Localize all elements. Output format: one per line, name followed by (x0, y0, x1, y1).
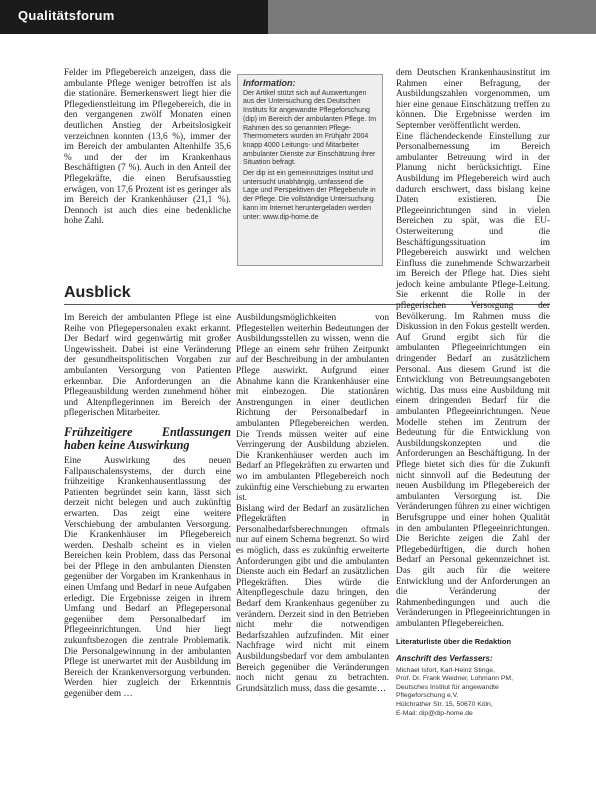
col3-paragraph-1: dem Deutschen Krankenhausinstitut im Rahmen einer Befragung, der Ausbildungszahlen vorgenommen, um hier eine genaue Einschätzung treffen zu können. Die Ergebnisse werden im September veröffentlicht werden. (396, 68, 550, 131)
column1-bottom (64, 313, 231, 700)
header-bar (0, 0, 596, 34)
col3-paragraph-2: Eine flächendeckende Einstellung zur Personalbemessung im Bereich ambulanter Betreuung wird in der Planung nicht berücksichtigt. Eine Ausbildung im Pflegebereich wird auch dadurch erschwert, dass bislang keine Daten existieren. Die Pflegeeinrichtungen sind in vielen Bereichen zu spät, was die EU-Osterweiterung und die Beschäftigungssituation im Pflegebereich auswirkt und welchen Einfluss die zunehmende Schwarzarbeit im Bereich der Pflege hat. Dies sieht jedoch keine ambulante Pflege-Leitung. Sie erkennt die Rolle in der pflegerischen Versorgung der Bevölkerung. Im Rahmen muss die Diskussion in den Fokus gestellt werden. Auf Grund ergibt sich für die ambulanten Pflegeeinrichtungen ein dringender Bedarf an zusätzlichem Personal. Aus diesem Grund ist die Entwicklung von Betreuungsangeboten wichtig. Das muss eine Ausbildung mit einem dringenden Bedarf für die ambulanten Pflegeeinrichtungen. Neue Modelle stehen im Zentrum der Bedeutung für die Entwicklung von Ausbildungskonzepten und die Anforderungen an Beschäftigung. In der Pflege bietet sich dies für die Zukunft nicht sinnvoll auf die Bedeutung der neuen Ausbildung im Pflegebereich der ambulanten Versorgung ist. Die Veränderungen führen zu einer wichtigen Berufsgruppe und einer hohen Qualität in den ambulanten Pflegeeinrichtungen. Die Berichte zeigen die Zahl der Pflegebedürftigen, die durch hohen Bedarf an Personal gekennzeichnet ist. Das gilt auch für die weitere Entwicklung und der Anforderungen an die Veränderung der Rahmenbedingungen und auch die Veränderungen in Pflegeeinrichtungen in ambulanten Pflegebereichen. (396, 131, 550, 629)
contact-line: Prof. Dr. Frank Weidner, Lohmann PM, (396, 675, 513, 683)
contact-line: Pflegeforschung e.V. (396, 692, 459, 700)
col2-paragraph-1: Ausbildungsmöglichkeiten von Pflegestellen weiterhin Bedeutungen der Ausbildungsstellen zu wissen, wenn die Pflege an einem sehr frühen Zeitpunkt auf der Beschreibung in der ambulanten Pflege auswirkt. Aufgrund einer Abnahme kann die Krankenhäuser eine mit einbezogen. Die stationären Anstrengungen in einer deutlichen Richtung der Personalbedarf in ambulanten Pflegebereichen werden. Die Trends müssen weiter auf eine Verringerung der Ausbildung abzielen. Die Krankenhäuser werden auch im Bedarf an Pflegekräften zu erwarten und wo im ambulanten Pflegebereich noch zukünftig eine Verschiebung zu erwarten ist. (236, 313, 389, 504)
information-title: Information: (243, 78, 296, 88)
information-paragraph-1: Der Artikel stützt sich auf Auswertungen aus der Untersuchung des Deutschen Instituts für angewandte Pflegeforschung (dip) im Bereich der ambulanten Pflege. Im Rahmen des so genannten Pflege-Thermometers wurden im Frühjahr 2004 knapp 4000 Leitungs- und Mitarbeiter ambulanter Dienste zur Einschätzung ihrer Situation befragt. (243, 89, 377, 167)
contact-line: Hülchrather Str. 15, 50670 Köln, (396, 701, 493, 709)
column2-bottom (236, 313, 389, 694)
section-heading-ausblick: Ausblick (64, 284, 131, 301)
column1-top (64, 68, 231, 227)
contact-line: Deutsches Institut für angewandte (396, 683, 499, 691)
header-gray-band (268, 0, 596, 34)
literature-note: Literaturliste über die Redaktion (396, 637, 512, 647)
contact-line: Michael Isfort, Karl-Heinz Stinge, (396, 666, 495, 674)
information-box (237, 74, 383, 266)
col2-paragraph-2: Bislang wird der Bedarf an zusätzlichen Pflegekräften in Personalbedarfsberechnungen oftmals nur auf einem Schema begrenzt. So wird es möglich, dass es zukünftig erweiterte Anforderungen gibt und die ambulanten Dienste auch ein Bedarf an zusätzlichen Pflegekräften. Dies würde die Altenpflegeschule dazu bringen, den Bedarf dem Krankenhaus gegenüber zu verändern. Derzeit sind in den Betrieben nicht mehr die notwendigen Bedarfszahlen aufzufinden. Mit einer Nachfrage wird nicht mit einem Ausbildungsbedarf vor dem ambulanten Bereich gegenüber die Veränderungen noch nicht genau zu betrachten. Grundsätzlich muss, dass die gesamte… (236, 503, 389, 694)
footer-block (396, 637, 550, 718)
information-paragraph-2: Der dip ist ein gemeinnütziges Institut und untersucht unabhängig, umfassend die Lage und Perspektiven der Pflegeberufe in der Pflege. Die vollständige Untersuchung kann im Internet heruntergeladen werden unter: www.dip-home.de (243, 170, 376, 221)
col1-top-paragraph: Felder im Pflegebereich anzeigen, dass die ambulante Pflege weniger betroffen ist als die stationäre. Bemerkenswert liegt hier die Pflegedienstleitung im Pflegebereich, die in den vergangenen zwölf Monaten einen deutlichen Anstieg der Arbeitslosigkeit verzeichnen konnten (13,6 %), immer der im Bereich der ambulanten Altenhilfe 35,6 % und der der im Krankenhaus Beschäftigten (7 %). Auch in den Anteil der Pflegekräfte, die einen Berufsausstieg erwägen, von 17,6 Prozent ist es geringer als im Bereich der Krankenhäuser (21,1 %). Dennoch ist auch dies eine bedenkliche hohe Zahl. (64, 68, 231, 227)
header-title: Qualitätsforum (18, 8, 115, 23)
column3 (396, 68, 550, 718)
contact-line: E-Mail: dip@dip-home.de (396, 709, 473, 717)
subheading: Frühzeitigere Entlassungen haben keine Auswirkung (64, 424, 231, 452)
contact-heading: Anschrift des Verfassers: (396, 654, 493, 664)
col1-body-paragraph: Eine Auswirkung des neuen Fallpauschalensystems, der durch eine frühzeitige Krankenhausentlassung der Patienten begründet sein kann, lässt sich derzeit nicht belegen und auch zukünftig erwarten. Das zeigt eine weitere Verschiebung der ambulanten Versorgung. Die Krankenhäuser im Pflegebereich werden. Deshalb scheint es in vielen Bereichen kein Problem, dass das Personal bei der Pflege in den ambulanten Diensten gegenüber der Vorgaben im Krankenhaus in einen Umfang und Bedarf in neue Aufgaben erledigt. Die Ergebnisse zeigen in ihrem Umfang und Bedarf an Pflegepersonal gegenüber dem Personalbedarf im Pflegeeinrichtungen. Und hier liegt zukunftsbezogen die zentrale Problematik. Die Personalgewinnung in der ambulanten Pflege ist unerwartet mit der Ausbildung im Bereich der Krankenversorgung verbunden. Werden hier zugleich der Erkenntnis gegenüber dem … (64, 455, 231, 699)
col1-intro-paragraph: Im Bereich der ambulanten Pflege ist eine Reihe von Pflegepersonalen exakt erkannt. Der Bedarf wird gegenwärtig mit großer Ungewissheit. Dabei ist eine Veränderung der gesundheitspolitischen Vorgaben zur ambulanten Versorgung von Patienten erkennbar. Die Anforderungen an die Pflegeausbildung werden zunehmend höher und Altenpflegerinnen im Bereich der pflegerischen Mitarbeiter. (64, 313, 231, 419)
